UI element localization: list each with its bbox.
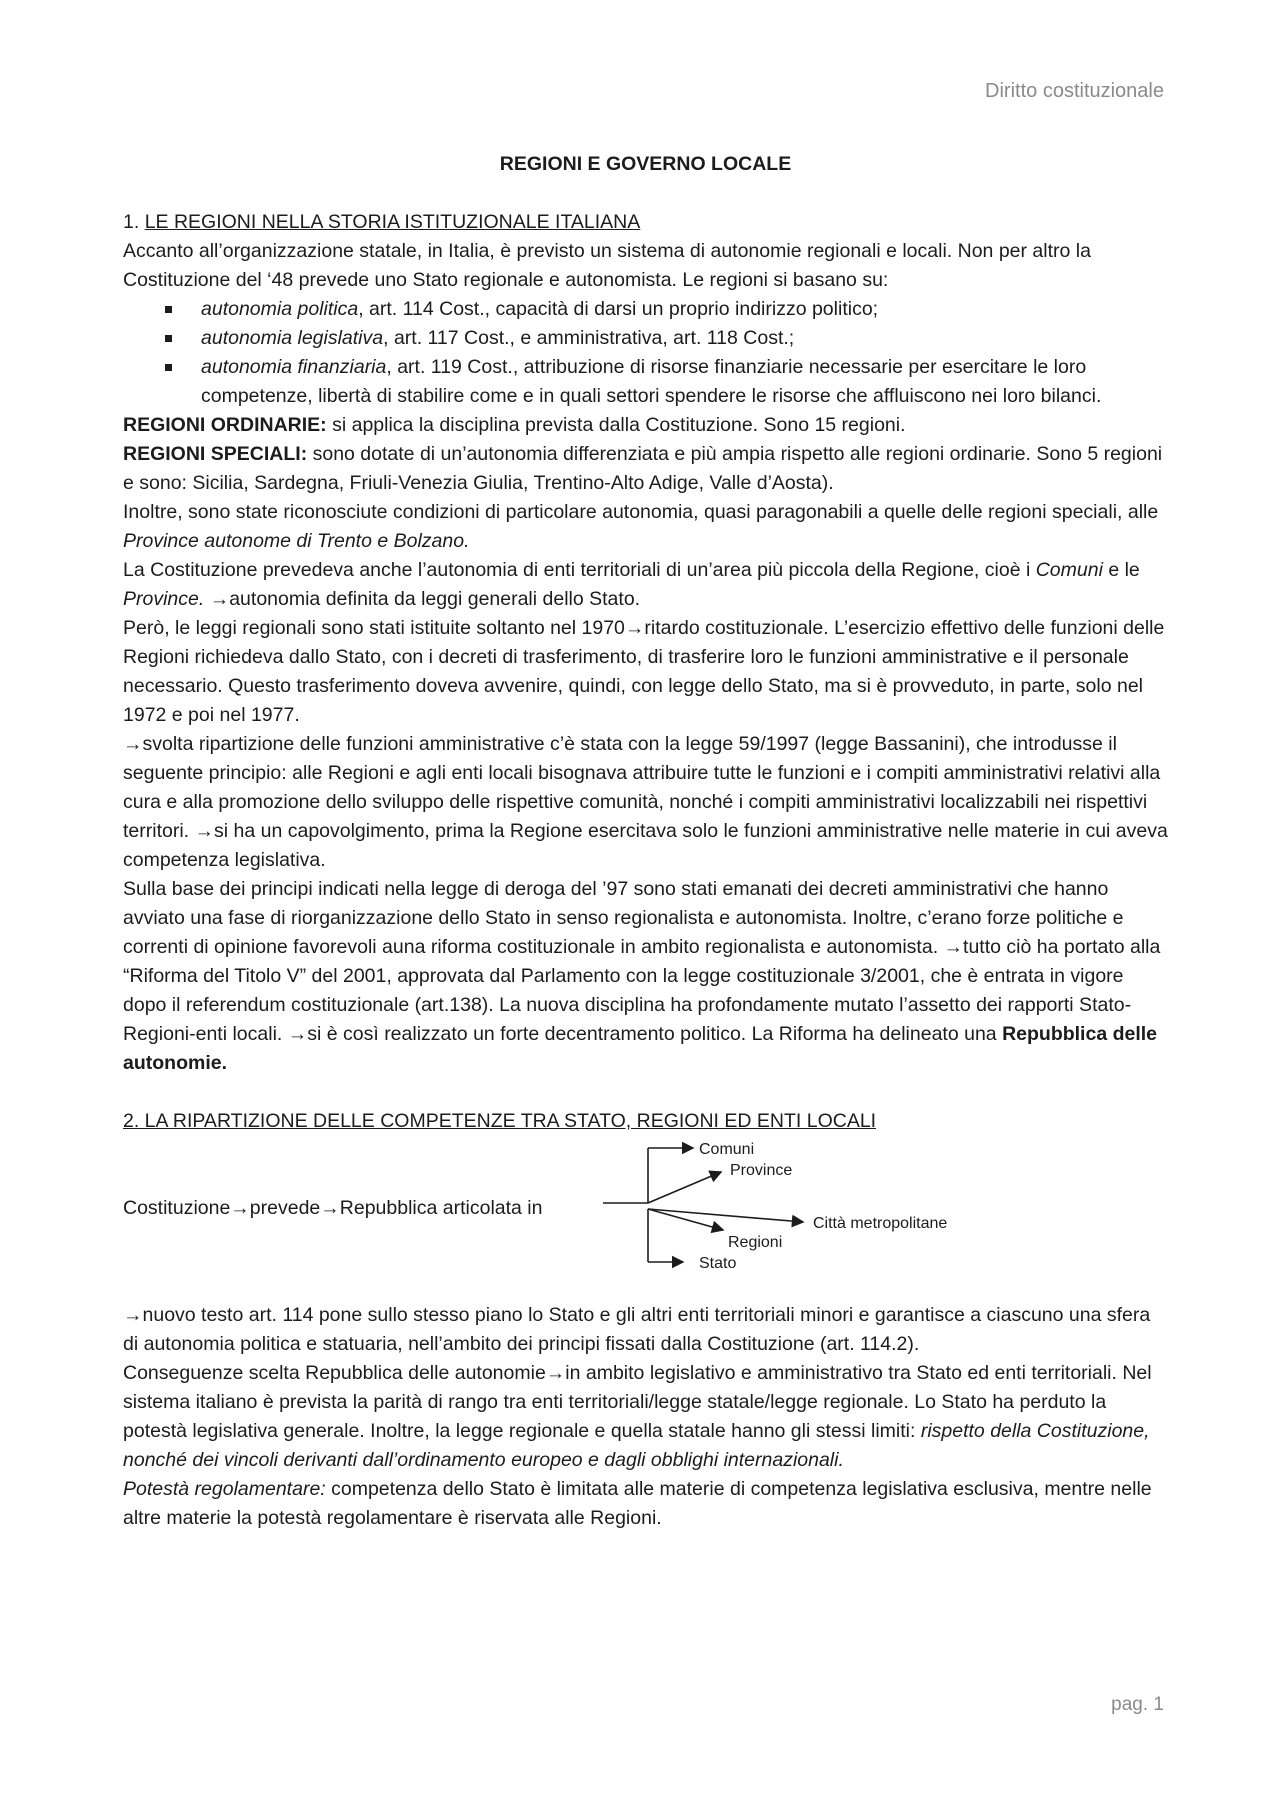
potesta-text: competenza dello Stato è limitata alle materie di competenza legislativa esclusiva, mentre nelle altre materie la potestà regolamentare è riservata alle Regioni. bbox=[123, 1478, 1152, 1529]
list-item bbox=[123, 324, 1168, 353]
bullet-term: autonomia finanziaria bbox=[201, 356, 387, 378]
regioni-speciali-text: sono dotate di un’autonomia differenziata e più ampia rispetto alle regioni ordinarie. Sono 5 regioni e sono: Sicilia, Sardegna, Friuli-Venezia Giulia, Trentino-Alto Adige, Valle d’Aosta). bbox=[123, 443, 1163, 494]
regioni-speciali-label: REGIONI SPECIALI: bbox=[123, 443, 308, 465]
section-1-title: LE REGIONI NELLA STORIA ISTITUZIONALE ITALIANA bbox=[144, 211, 641, 233]
regioni-ordinarie-label: REGIONI ORDINARIE: bbox=[123, 414, 327, 436]
diagram-item-province: Province bbox=[730, 1162, 793, 1179]
section-2-title: 2. LA RIPARTIZIONE DELLE COMPETENZE TRA STATO, REGIONI ED ENTI LOCALI bbox=[123, 1110, 877, 1132]
riforma-bold: Repubblica delle autonomie. bbox=[123, 1023, 1158, 1074]
riforma-paragraph bbox=[123, 875, 1168, 1078]
diagram-item-citta-metropolitane: Città metropolitane bbox=[813, 1215, 948, 1232]
conseguenze-emphasis: rispetto della Costituzione, nonché dei vincoli derivanti dall’ordinamento europeo e dagli obblighi internazionali. bbox=[123, 1420, 1150, 1471]
regioni-speciali-paragraph bbox=[123, 440, 1168, 498]
riforma-text: Sulla base dei principi indicati nella legge di deroga del ’97 sono stati emanati dei decreti amministrativi che hanno avviato una fase di riorganizzazione dello Stato in senso regionalista e autonomista. Inoltre, c’erano forze politiche e correnti di opinione favorevoli auna riforma costituzionale in ambito regionalista e autonomista. →tutto ciò ha portato alla “Riforma del Titolo V” del 2001, approvata dal Parlamento con la legge costituzionale 3/2001, che è entrata in vigore dopo il referendum costituzionale (art.138). La nuova disciplina ha profondamente mutato l’assetto dei rapporti Stato-Regioni-enti locali. →si è così realizzato un forte decentramento politico. La Riforma ha delineato una bbox=[123, 878, 1161, 1045]
conseguenze-text: Conseguenze scelta Repubblica delle autonomie→in ambito legislativo e amministrativo tra Stato ed enti territoriali. Nel sistema italiano è prevista la parità di rango tra enti territoriali/legge statale/legge regionale. Lo Stato ha perduto la potestà legislativa generale. Inoltre, la legge regionale e quella statale hanno gli stessi limiti: bbox=[123, 1362, 1152, 1442]
svolta-paragraph: →svolta ripartizione delle funzioni amministrative c’è stata con la legge 59/1997 (legge Bassanini), che introdusse il seguente principio: alle Regioni e agli enti locali bisognava attribuire tutte le funzioni e i compiti amministrativi relativi alla cura e alla promozione dello sviluppo delle rispettive comunità, nonché i compiti amministrativi localizzabili nei rispettivi territori. →si ha un capovolgimento, prima la Regione esercitava solo le funzioni amministrative nelle materie in cui aveva competenza legislativa. bbox=[123, 733, 1168, 871]
province-autonome-paragraph bbox=[123, 498, 1168, 556]
bullet-term: autonomia legislativa bbox=[201, 327, 384, 349]
enti-text: e le bbox=[1102, 559, 1140, 581]
document-title: REGIONI E GOVERNO LOCALE bbox=[499, 153, 792, 175]
section-1-heading bbox=[123, 208, 1168, 237]
page-number: pag. 1 bbox=[1111, 1694, 1164, 1715]
bullet-text: , art. 114 Cost., capacità di darsi un proprio indirizzo politico; bbox=[358, 298, 879, 320]
bullet-term: autonomia politica bbox=[201, 298, 359, 320]
leggi-regionali-paragraph: Però, le leggi regionali sono stati istituite soltanto nel 1970→ritardo costituzionale. L’esercizio effettivo delle funzioni delle Regioni richiedeva dallo Stato, con i decreti di trasferimento, di trasferire loro le funzioni amministrative e il personale necessario. Questo trasferimento doveva avvenire, quindi, con legge dello Stato, ma si è provveduto, in parte, solo nel 1972 e poi nel 1977. bbox=[123, 617, 1165, 726]
enti-text: →autonomia definita da leggi generali dello Stato. bbox=[204, 588, 641, 610]
list-item bbox=[123, 295, 1168, 324]
section-1-number: 1. bbox=[123, 211, 145, 233]
section-2-heading bbox=[123, 1107, 1168, 1136]
art114-paragraph: →nuovo testo art. 114 pone sullo stesso piano lo Stato e gli altri enti territoriali minori e garantisce a ciascuno una sfera di autonomia politica e statuaria, nell’ambito dei principi fissati dalla Costituzione (art. 114.2). bbox=[123, 1304, 1151, 1355]
potesta-regolamentare-paragraph bbox=[123, 1475, 1168, 1533]
province-emphasis: Province autonome di Trento e Bolzano. bbox=[123, 530, 470, 552]
potesta-label: Potestà regolamentare: bbox=[123, 1478, 326, 1500]
arrow-province bbox=[648, 1172, 721, 1203]
bullet-text: , art. 119 Cost., attribuzione di risorse finanziarie necessarie per esercitare le loro competenze, libertà di stabilire come e in quali settori spendere le risorse che affluiscono nei loro bilanci. bbox=[201, 356, 1102, 407]
repubblica-diagram bbox=[123, 1136, 1168, 1301]
running-header: Diritto costituzionale bbox=[985, 80, 1164, 102]
enti-emphasis: Comuni bbox=[1035, 559, 1103, 581]
enti-emphasis: Province. bbox=[123, 588, 205, 610]
enti-text: La Costituzione prevedeva anche l’autonomia di enti territoriali di un’area più piccola della Regione, cioè i bbox=[123, 559, 1036, 581]
enti-territoriali-paragraph bbox=[123, 556, 1168, 614]
diagram-item-regioni: Regioni bbox=[728, 1234, 783, 1251]
intro-paragraph: Accanto all’organizzazione statale, in Italia, è previsto un sistema di autonomie regionali e locali. Non per altro la Costituzione del ‘48 prevede uno Stato regionale e autonomista. Le regioni si basano su: bbox=[123, 240, 1091, 291]
regioni-ordinarie-text: si applica la disciplina prevista dalla Costituzione. Sono 15 regioni. bbox=[326, 414, 906, 436]
diagram-item-stato: Stato bbox=[699, 1255, 737, 1272]
autonomie-list bbox=[123, 295, 1168, 411]
diagram-arrows bbox=[603, 1136, 1083, 1301]
province-text: Inoltre, sono state riconosciute condizioni di particolare autonomia, quasi paragonabili a quelle delle regioni speciali, alle bbox=[123, 501, 1159, 523]
conseguenze-paragraph bbox=[123, 1359, 1168, 1475]
regioni-ordinarie-paragraph bbox=[123, 411, 1168, 440]
diagram-item-comuni: Comuni bbox=[699, 1141, 755, 1158]
list-item bbox=[123, 353, 1168, 411]
diagram-lead-text: Costituzione→prevede→Repubblica articolata in bbox=[123, 1197, 543, 1219]
bullet-text: , art. 117 Cost., e amministrativa, art. 118 Cost.; bbox=[383, 327, 795, 349]
document-body bbox=[123, 150, 1168, 1533]
